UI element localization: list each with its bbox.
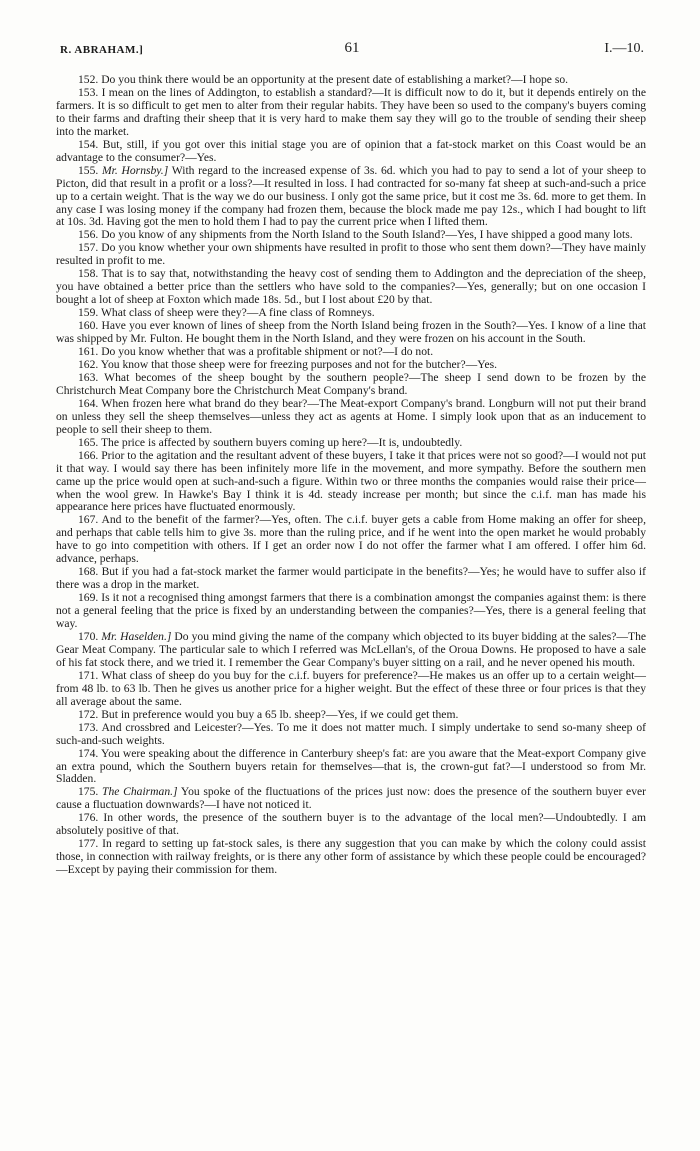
question-answer-paragraph bbox=[56, 812, 646, 838]
testimony-body bbox=[56, 74, 646, 877]
paragraph-text: 159. What class of sheep were they?—A fine class of Romneys. bbox=[78, 306, 375, 320]
question-answer-paragraph bbox=[56, 320, 646, 346]
witness-name: R. ABRAHAM.] bbox=[60, 44, 144, 56]
paragraph-text: 158. That is to say that, notwithstanding the heavy cost of sending them to Addington and the depreciation of the sheep, you have obtained a better price than the settlers who have sold to the companies?—Yes, generally; but on one occasion I bought a lot of sheep at Foxton which made 18s. 5d., but I lost about £20 by that. bbox=[56, 267, 646, 307]
question-answer-paragraph bbox=[56, 165, 646, 230]
question-number: 170. bbox=[78, 629, 102, 643]
question-answer-paragraph bbox=[56, 566, 646, 592]
speaker-name: Mr. Haselden.] bbox=[101, 629, 172, 643]
page-number: 61 bbox=[344, 40, 360, 56]
paragraph-text: 169. Is it not a recognised thing amongst farmers that there is a combination amongst the companies against them: is there not a general feeling that the price is fixed by an understanding between the companies?—Yes, there is a general feeling that way. bbox=[56, 591, 646, 631]
paragraph-text: Do you mind giving the name of the company which objected to its buyer bidding at the sales?—The Gear Meat Company. The particular sale to which I referred was McLellan's, of the Oroua Downs. He proposed to have a sale of his fat stock there, and we tried it. I remember the Gear Company's buyer sitting on a rail, and he never opened his mouth. bbox=[56, 629, 647, 669]
question-answer-paragraph bbox=[56, 268, 646, 307]
paragraph-text: With regard to the increased expense of 3s. 6d. which you had to pay to send a lot of your sheep to Picton, did that result in a profit or a loss?—It resulted in loss. I had contracted for so-many fat sheep at such-and-such a price up to a certain weight. That is the way we do our business. I only got the same price, but it cost me 3s. 6d. more to get them. In any case I was losing money if the company had frozen them, because the block made me pay 12s., which I had bought to lift at 10s. 3d. Having got the men to hold them I had to pay the current price when I lifted them. bbox=[56, 163, 647, 229]
paragraph-text: 164. When frozen here what brand do they bear?—The Meat-export Company's brand. Longburn will not put their brand on unless they sell the sheep themselves—unless they act as agents at Home. I simply look upon that as an inducement to people to sell their sheep to them. bbox=[56, 396, 646, 436]
document-reference: I.—10. bbox=[604, 41, 644, 56]
paragraph-text: 152. Do you think there would be an opportunity at the present date of establishing a market?—I hope so. bbox=[78, 73, 569, 86]
question-answer-paragraph bbox=[56, 514, 646, 566]
question-answer-paragraph bbox=[56, 592, 646, 631]
question-answer-paragraph bbox=[56, 139, 646, 165]
page-header bbox=[60, 40, 644, 62]
question-answer-paragraph bbox=[56, 670, 646, 709]
speaker-name: The Chairman.] bbox=[102, 785, 178, 799]
paragraph-text: 157. Do you know whether your own shipments have resulted in profit to those who sent them down?—They have mainly resulted in profit to me. bbox=[56, 241, 646, 268]
paragraph-text: 153. I mean on the lines of Addington, to establish a standard?—It is difficult now to do it, but it depends entirely on the farmers. It is so difficult to get men to alter from their regular habits. They have been so used to the company's buyers coming to their farms and drafting their sheep that it is very hard to make them say they will go to the trouble of sending their sheep into the market. bbox=[56, 85, 646, 138]
paragraph-text: 172. But in preference would you buy a 65 lb. sheep?—Yes, if we could get them. bbox=[78, 707, 459, 721]
speaker-name: Mr. Hornsby.] bbox=[102, 163, 169, 177]
question-answer-paragraph bbox=[56, 786, 646, 812]
paragraph-text: 166. Prior to the agitation and the resultant advent of these buyers, I take it that prices were not so good?—I would not put it that way. I would say there has been infinitely more life in the movement, and more sympathy. Before the southern men came up the price would open at such-and-such a figure. Within two or three months the companies would raise their price—when the wool grew. In Hawke's Bay I think it is 4d. steady increase per month; but since the c.i.f. man has made his appearance here prices have fluctuated enormously. bbox=[56, 448, 646, 514]
paragraph-text: 165. The price is affected by southern buyers coming up here?—It is, undoubtedly. bbox=[78, 435, 463, 449]
question-answer-paragraph bbox=[56, 398, 646, 437]
paragraph-text: 156. Do you know of any shipments from the North Island to the South Island?—Yes, I have shipped a good many lots. bbox=[78, 228, 633, 242]
question-answer-paragraph bbox=[56, 838, 646, 877]
paragraph-text: 162. You know that those sheep were for freezing purposes and not for the butcher?—Yes. bbox=[78, 357, 498, 371]
paragraph-text: 161. Do you know whether that was a profitable shipment or not?—I do not. bbox=[78, 345, 434, 359]
paragraph-text: 177. In regard to setting up fat-stock sales, is there any suggestion that you can make by which the colony could assist those, in connection with railway freights, or is there any other form of assistance by which these people could be encouraged?—Except by paying their commission for them. bbox=[56, 837, 646, 877]
paragraph-text: 176. In other words, the presence of the southern buyer is to the advantage of the local men?—Undoubtedly. I am absolutely positive of that. bbox=[56, 811, 646, 838]
paragraph-text: You spoke of the fluctuations of the prices just now: does the presence of the southern buyer ever cause a fluctuation downwards?—I have not noticed it. bbox=[56, 785, 646, 812]
paragraph-text: 160. Have you ever known of lines of sheep from the North Island being frozen in the South?—Yes. I know of a line that was shipped by Mr. Fulton. He bought them in the North Island, and they were frozen on his account in the South. bbox=[56, 319, 646, 346]
question-answer-paragraph bbox=[56, 450, 646, 515]
question-answer-paragraph bbox=[56, 631, 646, 670]
paragraph-text: 173. And crossbred and Leicester?—Yes. To me it does not matter much. I simply undertake to send so-many sheep of such-and-such weights. bbox=[56, 720, 646, 747]
paragraph-text: 163. What becomes of the sheep bought by the southern people?—The sheep I send down to be frozen by the Christchurch Meat Company bore the Christchurch Meat Company's brand. bbox=[56, 370, 646, 397]
paragraph-text: 168. But if you had a fat-stock market the farmer would participate in the benefits?—Yes; he would have to suffer also if there was a drop in the market. bbox=[56, 565, 646, 592]
question-answer-paragraph bbox=[56, 87, 646, 139]
question-answer-paragraph bbox=[56, 722, 646, 748]
question-answer-paragraph bbox=[56, 748, 646, 787]
paragraph-text: 171. What class of sheep do you buy for the c.i.f. buyers for preference?—He makes us an offer up to a certain weight—from 48 lb. to 63 lb. Then he gives us another price for a higher weight. But the effect of these three or four prices is that they all average about the same. bbox=[56, 668, 646, 708]
paragraph-text: 167. And to the benefit of the farmer?—Yes, often. The c.i.f. buyer gets a cable from Home making an offer for sheep, and perhaps that cable tells him to give 3s. more than the ruling price, and if he went into the open market he would probably have to go into competition with others. If I get an order now I do not offer the farmer what I am offered. I offer him 6d. advance, perhaps. bbox=[56, 513, 646, 566]
question-answer-paragraph bbox=[56, 372, 646, 398]
paragraph-text: 174. You were speaking about the difference in Canterbury sheep's fat: are you aware that the Meat-export Company give an extra pound, which the Southern buyers retain for themselves—that is, the crown-gut fat?—I understood so from Mr. Sladden. bbox=[56, 746, 646, 786]
question-number: 155. bbox=[78, 163, 103, 177]
paragraph-text: 154. But, still, if you got over this initial stage you are of opinion that a fat-stock market on this Coast would be an advantage to the consumer?—Yes. bbox=[56, 137, 646, 164]
question-answer-paragraph bbox=[56, 242, 646, 268]
question-number: 175. bbox=[78, 785, 103, 799]
